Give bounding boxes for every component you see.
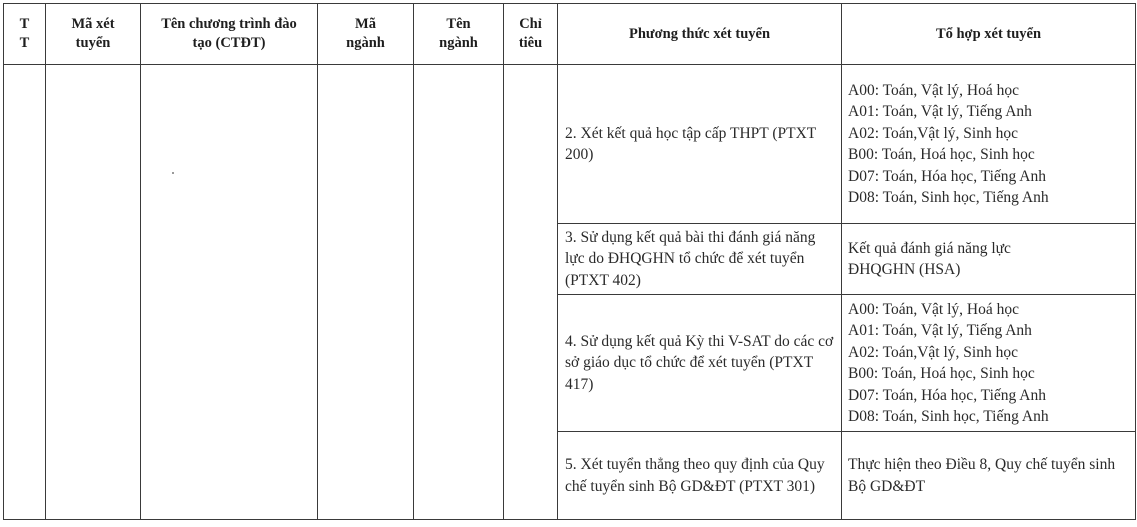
combo-text: Kết quả đánh giá năng lực ĐHQGHN (HSA)	[848, 239, 1011, 278]
header-tt	[4, 4, 46, 65]
header-ma-xet-tuyen-text: Mã xét tuyển	[71, 16, 115, 51]
ten-ctdt-cell	[141, 65, 318, 520]
combo-line: A00: Toán, Vật lý, Hoá học	[848, 300, 1019, 318]
header-ten-nganh	[414, 4, 504, 65]
method-text: 3. Sử dụng kết quả bài thi đánh giá năng lực do ĐHQGHN tổ chức để xét tuyển (PTXT 402)	[565, 228, 816, 289]
method-cell	[558, 432, 842, 520]
header-chi-tieu-text: Chỉ tiêu	[518, 16, 543, 51]
header-phuong-thuc-text: Phương thức xét tuyển	[628, 25, 771, 42]
scan-speck	[172, 172, 174, 174]
header-ten-ctdt-text: Tên chương trình đào tạo (CTĐT)	[161, 16, 297, 51]
header-to-hop-text: Tổ hợp xét tuyển	[935, 25, 1042, 42]
combo-line: A01: Toán, Vật lý, Tiếng Anh	[848, 322, 1032, 339]
method-cell	[558, 295, 842, 432]
header-phuong-thuc	[558, 4, 842, 65]
combo-line: B00: Toán, Hoá học, Sinh học	[848, 365, 1035, 382]
header-ma-nganh	[318, 4, 414, 65]
method-text: 4. Sử dụng kết quả Kỳ thi V-SAT do các cơ sở giáo dục tổ chức để xét tuyển (PTXT 417)	[565, 332, 834, 393]
combo-line: A01: Toán, Vật lý, Tiếng Anh	[848, 103, 1032, 120]
combo-cell	[842, 432, 1136, 520]
ten-nganh-cell	[414, 65, 504, 520]
method-text: 2. Xét kết quả học tập cấp THPT (PTXT 200)	[565, 124, 816, 163]
header-ma-nganh-text: Mã ngành	[346, 16, 385, 51]
header-ma-xet-tuyen	[46, 4, 141, 65]
combo-text: Thực hiện theo Điều 8, Quy chế tuyển sinh Bộ GD&ĐT	[848, 456, 1116, 495]
combo-cell	[842, 224, 1136, 295]
combo-line: B00: Toán, Hoá học, Sinh học	[848, 146, 1035, 163]
chi-tieu-cell	[504, 65, 558, 520]
method-cell	[558, 65, 842, 224]
combo-line: D08: Toán, Sinh học, Tiếng Anh	[848, 408, 1049, 425]
header-ten-nganh-text: Tên ngành	[439, 16, 478, 51]
combo-line: A00: Toán, Vật lý, Hoá học	[848, 81, 1019, 99]
header-tt-text: T T	[19, 16, 30, 51]
tt-cell	[4, 65, 46, 520]
header-chi-tieu	[504, 4, 558, 65]
combo-line: A02: Toán,Vật lý, Sinh học	[848, 343, 1018, 361]
header-ten-ctdt	[141, 4, 318, 65]
method-cell	[558, 224, 842, 295]
combo-cell	[842, 295, 1136, 432]
header-to-hop	[842, 4, 1136, 65]
combo-line: D07: Toán, Hóa học, Tiếng Anh	[848, 386, 1046, 404]
header-row	[4, 4, 1136, 65]
combo-line: A02: Toán,Vật lý, Sinh học	[848, 124, 1018, 142]
ma-xet-tuyen-cell	[46, 65, 141, 520]
combo-line: D07: Toán, Hóa học, Tiếng Anh	[848, 167, 1046, 185]
ma-nganh-cell	[318, 65, 414, 520]
table-row	[4, 65, 1136, 224]
method-text: 5. Xét tuyển thẳng theo quy định của Quy chế tuyển sinh Bộ GD&ĐT (PTXT 301)	[565, 456, 825, 495]
combo-line: D08: Toán, Sinh học, Tiếng Anh	[848, 189, 1049, 206]
admission-table	[3, 3, 1136, 520]
combo-cell	[842, 65, 1136, 224]
